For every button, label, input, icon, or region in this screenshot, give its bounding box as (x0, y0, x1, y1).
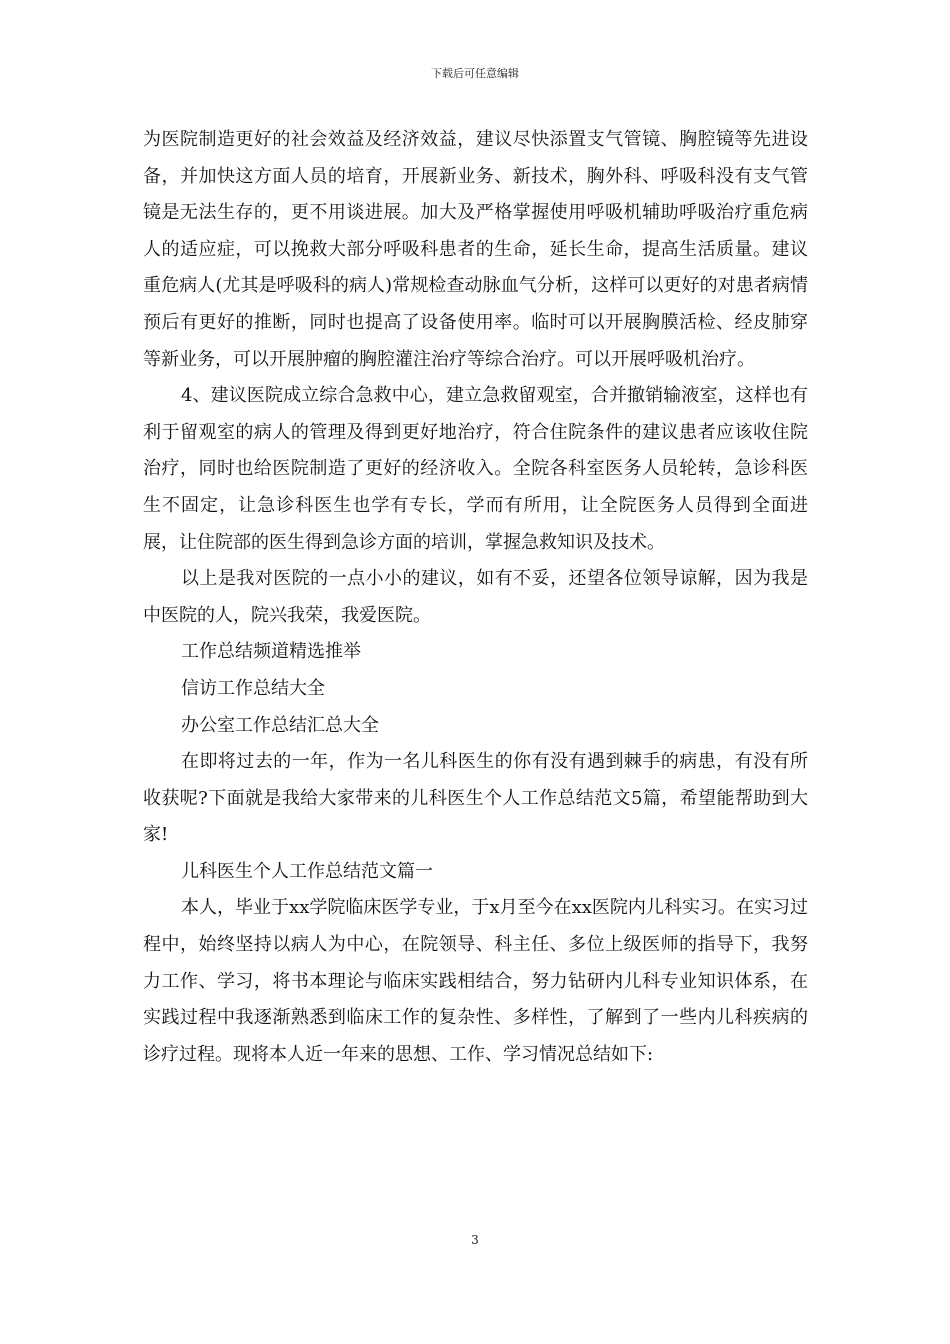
paragraph-closing-remarks: 以上是我对医院的一点小小的建议，如有不妥，还望各位领导谅解，因为我是中医院的人，院兴我荣，我爱医院。 (143, 568, 808, 626)
section-title-sample-one: 儿科医生个人工作总结范文篇一 (181, 860, 433, 882)
recommendation-link-office: 办公室工作总结汇总大全 (181, 714, 379, 736)
paragraph-introduction: 在即将过去的一年，作为一名儿科医生的你有没有遇到棘手的病患，有没有所收获呢?下面就是我给大家带来的儿科医生个人工作总结范文5篇，希望能帮助到大家! (143, 751, 808, 846)
document-body (143, 122, 808, 1073)
page-header: 下载后可任意编辑 (431, 67, 519, 80)
recommendation-heading: 工作总结频道精选推举 (181, 641, 361, 663)
paragraph-emergency-center: 4、建议医院成立综合急救中心，建立急救留观室，合并撤销输液室，这样也有利于留观室的病人的管理及得到更好地治疗，符合住院条件的建议患者应该收住院治疗，同时也给医院制造了更好的经济收入。全院各科室医务人员轮转，急诊科医生不固定，让急诊科医生也学有专长，学而有所用，让全院医务人员得到全面进展，让住院部的医生得到急诊方面的培训，掌握急救知识及技术。 (143, 385, 808, 553)
paragraph-equipment-suggestions: 为医院制造更好的社会效益及经济效益，建议尽快添置支气管镜、胸腔镜等先进设备，并加快这方面人员的培育，开展新业务、新技术，胸外科、呼吸科没有支气管镜是无法生存的，更不用谈进展。加大及严格掌握使用呼吸机辅助呼吸治疗重危病人的适应症，可以挽救大部分呼吸科患者的生命，延长生命，提高生活质量。建议重危病人(尤其是呼吸科的病人)常规检查动脉血气分析，这样可以更好的对患者病情预后有更好的推断，同时也提高了设备使用率。临时可以开展胸膜活检、经皮肺穿等新业务，可以开展肿瘤的胸腔灌注治疗等综合治疗。可以开展呼吸机治疗。 (143, 129, 808, 370)
page-number: 3 (471, 1233, 479, 1247)
recommendation-link-petition: 信访工作总结大全 (181, 677, 325, 699)
paragraph-internship-summary: 本人，毕业于xx学院临床医学专业，于x月至今在xx医院内儿科实习。在实习过程中，始终坚持以病人为中心，在院领导、科主任、多位上级医师的指导下，我努力工作、学习，将书本理论与临床实践相结合，努力钻研内儿科专业知识体系，在实践过程中我逐渐熟悉到临床工作的复杂性、多样性，了解到了一些内儿科疾病的诊疗过程。现将本人近一年来的思想、工作、学习情况总结如下: (143, 897, 808, 1065)
